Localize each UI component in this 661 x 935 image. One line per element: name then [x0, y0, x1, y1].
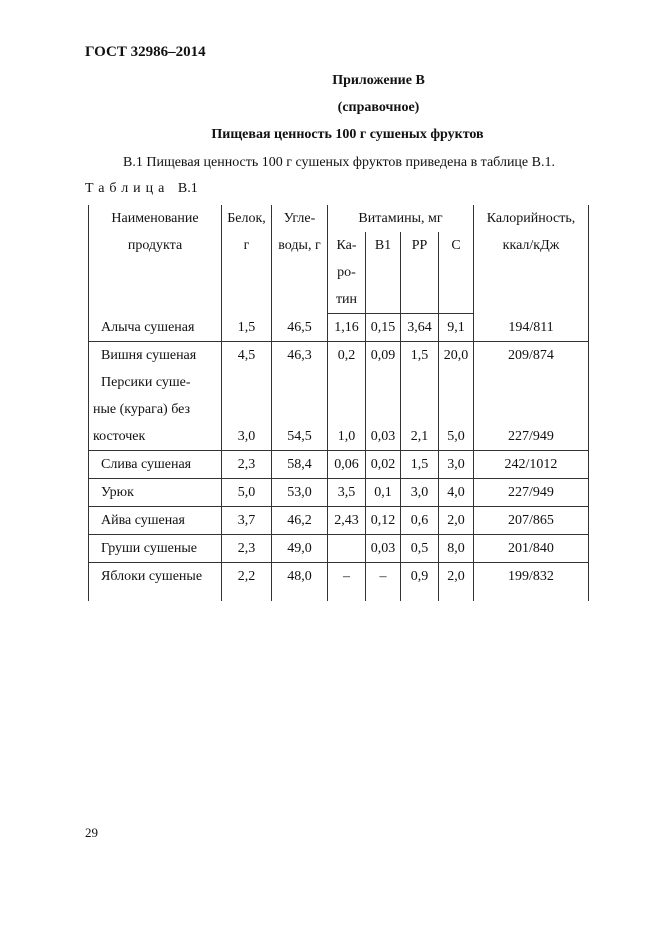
cell-protein: 2,3	[222, 451, 272, 479]
cell-pp: 3,0	[401, 479, 439, 507]
col-header-carbs: Угле- воды, г	[272, 205, 328, 314]
cell-pp: 0,9	[401, 563, 439, 601]
cell-c: 20,0	[439, 342, 474, 370]
col-header-calories: Калорийность, ккал/кДж	[474, 205, 589, 314]
cell-pp: 1,5	[401, 342, 439, 370]
cell-carotene: 3,5	[328, 479, 366, 507]
cell-protein: 1,5	[222, 314, 272, 342]
cell-pp: 0,5	[401, 535, 439, 563]
cell-calories: 194/811	[474, 314, 589, 342]
table-row	[89, 342, 589, 370]
cell-protein: 3,7	[222, 507, 272, 535]
cell-c: 4,0	[439, 479, 474, 507]
table-caption-number: В.1	[177, 181, 198, 196]
cell-carotene: –	[328, 563, 366, 601]
table-row	[89, 535, 589, 563]
col-header-vitamins: Витамины, мг	[328, 205, 474, 232]
table-row	[89, 314, 589, 342]
cell-name: Айва сушеная	[89, 507, 222, 535]
cell-carotene	[328, 535, 366, 563]
cell-b1: –	[366, 563, 401, 601]
intro-paragraph: В.1 Пищевая ценность 100 г сушеных фруктов приведена в таблице В.1.	[123, 155, 555, 170]
cell-name: Персики суше- ные (курага) без косточек	[89, 369, 222, 451]
page-number: 29	[85, 825, 98, 840]
cell-b1: 0,02	[366, 451, 401, 479]
col-header-b1: В1	[366, 232, 401, 314]
table-row	[89, 563, 589, 601]
cell-carbs: 58,4	[272, 451, 328, 479]
col-header-pp: РР	[401, 232, 439, 314]
cell-calories: 199/832	[474, 563, 589, 601]
appendix-subtitle: (справочное)	[337, 100, 420, 115]
col-header-name: Наименование продукта	[89, 205, 222, 314]
cell-calories: 209/874	[474, 342, 589, 370]
cell-carbs: 53,0	[272, 479, 328, 507]
cell-b1: 0,15	[366, 314, 401, 342]
cell-pp: 0,6	[401, 507, 439, 535]
cell-carbs: 49,0	[272, 535, 328, 563]
table-row	[89, 479, 589, 507]
appendix-heading: Пищевая ценность 100 г сушеных фруктов	[211, 127, 484, 142]
cell-b1: 0,09	[366, 342, 401, 370]
cell-c: 9,1	[439, 314, 474, 342]
cell-protein: 2,3	[222, 535, 272, 563]
cell-carotene: 0,06	[328, 451, 366, 479]
cell-c: 5,0	[439, 369, 474, 451]
table-header-row-1	[89, 205, 589, 232]
col-header-c: С	[439, 232, 474, 314]
table-caption	[85, 181, 198, 197]
col-header-carotene: Ка- ро- тин	[328, 232, 366, 314]
appendix-title: Приложение В	[332, 73, 425, 88]
cell-carbs: 46,2	[272, 507, 328, 535]
cell-pp: 2,1	[401, 369, 439, 451]
table-row	[89, 507, 589, 535]
cell-b1: 0,12	[366, 507, 401, 535]
cell-name: Урюк	[89, 479, 222, 507]
cell-carbs: 48,0	[272, 563, 328, 601]
nutrition-table	[88, 205, 589, 601]
standard-header: ГОСТ 32986–2014	[85, 44, 206, 60]
cell-protein: 4,5	[222, 342, 272, 370]
cell-carbs: 46,3	[272, 342, 328, 370]
cell-calories: 201/840	[474, 535, 589, 563]
cell-carotene: 0,2	[328, 342, 366, 370]
cell-name: Яблоки сушеные	[89, 563, 222, 601]
cell-c: 3,0	[439, 451, 474, 479]
cell-c: 2,0	[439, 563, 474, 601]
cell-pp: 3,64	[401, 314, 439, 342]
cell-name: Груши сушеные	[89, 535, 222, 563]
cell-calories: 207/865	[474, 507, 589, 535]
table-row	[89, 369, 589, 451]
table-row	[89, 451, 589, 479]
cell-name: Вишня сушеная	[89, 342, 222, 370]
cell-carotene: 2,43	[328, 507, 366, 535]
cell-carbs: 46,5	[272, 314, 328, 342]
cell-name: Слива сушеная	[89, 451, 222, 479]
cell-b1: 0,1	[366, 479, 401, 507]
cell-calories: 227/949	[474, 479, 589, 507]
cell-c: 8,0	[439, 535, 474, 563]
cell-b1: 0,03	[366, 535, 401, 563]
table-caption-word: Таблица	[85, 181, 170, 196]
cell-calories: 227/949	[474, 369, 589, 451]
cell-calories: 242/1012	[474, 451, 589, 479]
cell-pp: 1,5	[401, 451, 439, 479]
cell-name: Алыча сушеная	[89, 314, 222, 342]
cell-carbs: 54,5	[272, 369, 328, 451]
cell-protein: 2,2	[222, 563, 272, 601]
cell-protein: 3,0	[222, 369, 272, 451]
cell-b1: 0,03	[366, 369, 401, 451]
cell-c: 2,0	[439, 507, 474, 535]
cell-carotene: 1,16	[328, 314, 366, 342]
col-header-protein: Белок, г	[222, 205, 272, 314]
cell-carotene: 1,0	[328, 369, 366, 451]
cell-protein: 5,0	[222, 479, 272, 507]
